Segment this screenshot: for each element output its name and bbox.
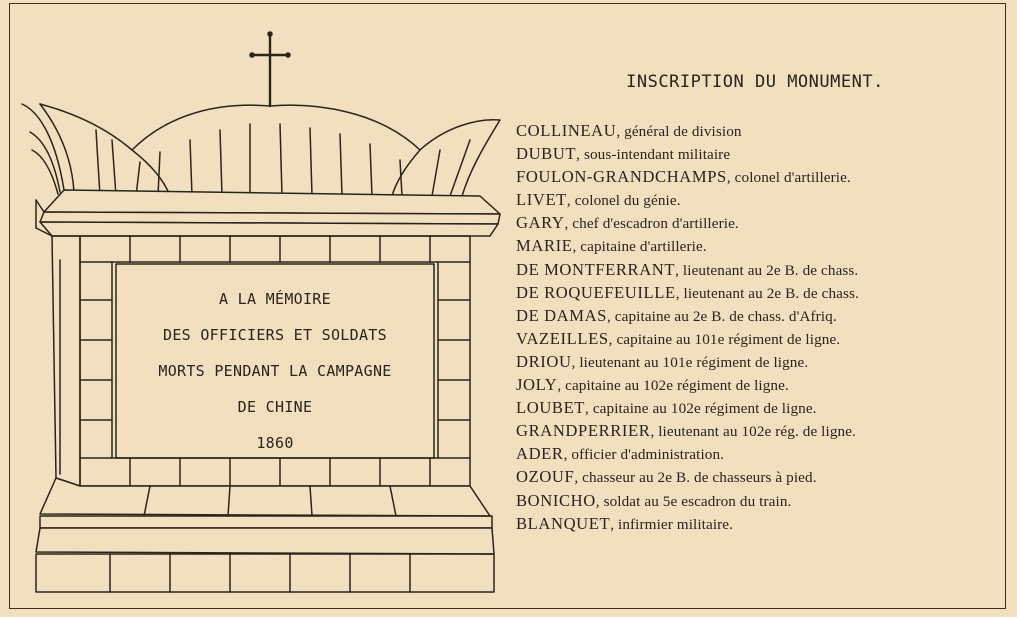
list-item — [516, 396, 1004, 419]
entry-name: MARIE — [516, 236, 573, 256]
entry-description: , capitaine au 102e régiment de ligne. — [557, 377, 789, 395]
entry-name: DE MONTFERRANT — [516, 259, 676, 279]
entry-name: LIVET — [516, 190, 567, 210]
entry-name: GARY — [516, 213, 565, 233]
entry-name: GRANDPERRIER — [516, 421, 651, 441]
entry-description: , colonel d'artillerie. — [726, 169, 851, 187]
entry-name: DUBUT — [516, 144, 577, 164]
list-item — [516, 512, 1004, 535]
entry-description: , infirmier militaire. — [610, 515, 734, 533]
entry-description: , soldat au 5e escadron du train. — [595, 492, 792, 510]
monument-inscription — [158, 289, 391, 452]
entry-name: BONICHO — [516, 490, 596, 510]
entry-name: BLANQUET — [516, 513, 611, 533]
entry-description: , chef d'escadron d'artillerie. — [564, 215, 739, 233]
list-item — [516, 234, 1004, 257]
list-item — [516, 142, 1004, 165]
entry-description: , lieutenant au 2e B. de chass. — [675, 284, 859, 302]
entry-name: COLLINEAU — [516, 121, 617, 140]
entry-name: OZOUF — [516, 467, 575, 487]
monument-base — [36, 478, 494, 592]
list-item — [516, 327, 1004, 350]
list-title: INSCRIPTION DU MONUMENT. — [626, 72, 884, 92]
inscription-line: MORTS PENDANT LA CAMPAGNE — [158, 362, 392, 380]
list-item — [516, 350, 1004, 373]
inscription-line: DE CHINE — [237, 398, 313, 416]
entry-description: , capitaine au 102e régiment de ligne. — [585, 400, 817, 418]
entry-description: , chasseur au 2e B. de chasseurs à pied. — [574, 469, 817, 487]
cross-icon — [250, 32, 290, 106]
list-item — [516, 419, 1004, 442]
list-item — [516, 304, 1004, 327]
list-item — [516, 489, 1004, 512]
list-item — [516, 188, 1004, 211]
entry-description: , capitaine au 2e B. de chass. d'Afriq. — [607, 307, 837, 325]
entry-name: VAZEILLES — [516, 328, 609, 348]
entry-description: , sous-intendant militaire — [576, 146, 731, 164]
monument-cornice — [36, 190, 500, 236]
list-item — [516, 373, 1004, 396]
entry-description: , lieutenant au 102e rég. de ligne. — [650, 423, 856, 441]
names-list — [516, 119, 1004, 535]
list-item — [516, 442, 1004, 465]
inscription-line: DES OFFICIERS ET SOLDATS — [163, 326, 387, 344]
entry-name: DE DAMAS — [516, 305, 608, 325]
list-item — [516, 465, 1004, 488]
entry-name: DRIOU — [516, 351, 572, 371]
entry-name: LOUBET — [516, 398, 586, 418]
inscription-line: 1860 — [256, 434, 294, 452]
leaf-crown — [22, 104, 500, 196]
entry-description: , capitaine au 101e régiment de ligne. — [608, 330, 841, 348]
entry-name: JOLY — [516, 375, 558, 395]
inscription-line: A LA MÉMOIRE — [219, 290, 331, 308]
entry-name: DE ROQUEFEUILLE — [516, 282, 676, 302]
list-item — [516, 211, 1004, 234]
entry-description: , officier d'administration. — [563, 446, 725, 464]
entry-description: , lieutenant au 101e régiment de ligne. — [571, 353, 809, 371]
entry-description: , lieutenant au 2e B. de chass. — [675, 261, 859, 279]
entry-description: , capitaine d'artillerie. — [572, 238, 707, 256]
list-item — [516, 281, 1004, 304]
list-item — [516, 165, 1004, 188]
entry-name: ADER — [516, 444, 564, 464]
entry-description: , colonel du génie. — [566, 192, 681, 210]
entry-name: FOULON-GRANDCHAMPS — [516, 167, 727, 187]
list-item — [516, 258, 1004, 281]
entry-description: , général de division — [616, 123, 742, 140]
list-item — [516, 119, 1004, 142]
